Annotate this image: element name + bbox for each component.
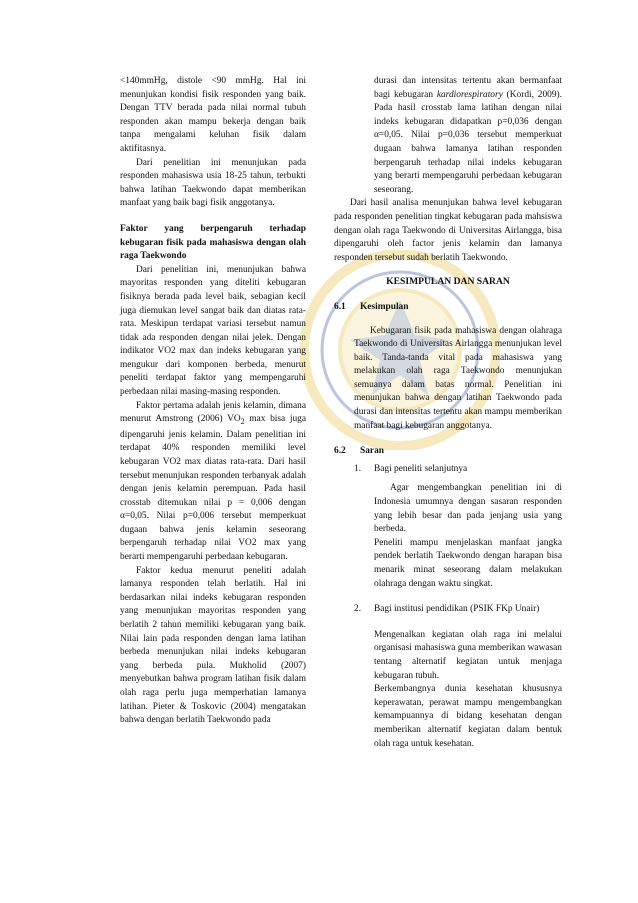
paragraph-suggestion-1a: Agar mengembangkan penelitian ini di Indonesia umumnya dengan sasaran responden yang lebih besar dan pada jenjang usia yang berbeda. (374, 483, 562, 535)
paragraph-second-factor: Faktor kedua menurut peneliti adalah lamanya responden telah berlatih. Hal ini berdasarkan nilai indeks kebugaran responden yang menunjukan mayoritas responden yang berlatih 2 tahun memiliki kebugaran yang baik. Nilai lain pada responden dengan lama latihan berbeda menunjukan nilai indeks kebugaran yang berbeda pula. Mukholid (2007) menyebutkan bahwa program latihan fisik dalam olah raga perlu juga memperhatian lamanya latihan. Pieter & Toskovic (2004) mengatakan bahwa dengan berlatih Taekwondo pada (120, 565, 306, 726)
item-number: 1. (354, 463, 362, 474)
paragraph-conclusion: Kebugaran fisik pada mahasiswa dengan olahraga Taekwondo di Universitas Airlangga menunjukan level baik. Tanda-tanda vital pada mahasiswa yang melakukan olah raga Taekwondo menunjukan semuanya dalam batas normal. Penelitian ini menunjukan bahwa dengan latihan Taekwondo pada durasi dan intensitas tertentu akan mampu memberikan manfaat bagi kebugaran anggotanya. (354, 325, 562, 431)
italic-term: kardiorespiratory (436, 89, 503, 100)
section-title: KESIMPULAN DAN SARAN (386, 276, 510, 288)
paragraph-research-result: Dari penelitian ini, menunjukan bahwa mayoritas responden yang diteliti kebugaran fisiknya berada pada level baik, sebagian kecil juga diemukan level sangat baik dan diatas rata-rata. Meskipun terdapat variasi tersebut namun tidak ada responden dengan nilai jelek. Dengan indikator VO2 max dan indeks kebugaran yang mengukur dari komponen berbeda, menurut peneliti terdapat faktor yang mempengaruhi perbedaan nilai masing-masing responden. (120, 264, 306, 398)
list-item (354, 603, 562, 617)
item-body (354, 482, 562, 591)
item-title: Bagi peneliti selanjutnya (374, 463, 468, 474)
list-item (354, 463, 562, 477)
section-title-saran: Saran (360, 446, 384, 457)
right-column (334, 75, 562, 751)
paragraph-first-factor (120, 400, 306, 565)
paragraph-duration-intensity (374, 75, 562, 197)
suggestions-list (334, 463, 562, 751)
section-heading-factors: Faktor yang berpengaruh terhadap kebugaran fisik pada mahasiswa dengan olah raga Taekwondo (120, 223, 306, 262)
item-body (354, 629, 562, 751)
paragraph-vital-signs: <140mmHg, distole <90 mmHg. Hal ini menunjukan kondisi fisik responden yang baik. Dengan TTV berada pada nilai normal tubuh responden akan mampu bekerja dengan baik tanpa mengalami keluhan fisik dalam aktifitasnya. (120, 76, 306, 154)
item-title: Bagi institusi pendidikan (PSIK FKp Unair) (374, 604, 540, 615)
paragraph-analysis-conclusion: Dari hasil analisa menunjukan bahwa level kebugaran pada responden penelitian tingkat kebugaran pada mahsiswa dengan olah raga Taekwondo di Universitas Airlangga, bisa dipengaruhi oleh factor jenis kelamin dan lamanya responden tersebut sudah berlatih Taekwondo. (334, 198, 562, 263)
section-heading-6-1 (334, 301, 562, 315)
left-column (120, 75, 306, 728)
paragraph-suggestion-2b: Berkembangnya dunia kesehatan khususnya keperawatan, perawat mampu mengembangkan kemampuannya di bidang kesehatan dengan memberikan alternatif kegiatan dalam bentuk olah raga untuk kesehatan. (374, 684, 562, 749)
first-factor-text-b: max bisa juga dipengaruhi jenis kelamin. Dalam penelitian ini terdapat 40% responden memiliki level kebugaran VO2 max diatas rata-rata. Dari hasil tersebut menunjukan responden terbanyak adalah dengan jenis kelamin perempuan. Pada hasil crosstab ditemukan nilai p = 0,006 dengan α=0,05. Nilai p=0,006 tersebut memperkuat dugaan bahwa jenis kelamin seseorang berpengaruh terhadap nilai VO2 max yang berarti mempengaruhi perbedaan kebugaran. (120, 414, 306, 563)
section-number: 6.1 (334, 301, 346, 312)
item-number: 2. (354, 604, 362, 615)
section-title-kesimpulan: Kesimpulan (360, 301, 409, 312)
section-number: 6.2 (334, 446, 346, 457)
paragraph-suggestion-2a: Mengenalkan kegiatan olah raga ini melalui organisasi mahasiswa guna memberikan wawasan tentang alternatif kegiatan untuk menjaga kebugaran tubuh. (374, 629, 562, 681)
paragraph-taekwondo-benefit: Dari penelitian ini menunjukan pada responden mahasiswa usia 18-25 tahun, terbukti bahwa latihan Taekwondo dapat memberikan manfaat yang baik bagi fisik anggotanya. (120, 157, 306, 209)
conclusion-body (334, 325, 562, 434)
paragraph-suggestion-1b: Peneliti mampu menjelaskan manfaat jangka pendek berlatih Taekwondo dengan harapan bisa menarik minat seseorang dalam melakukan olahraga dengan waktu singkat. (374, 537, 562, 589)
first-factor-text-a: Faktor pertama adalah jenis kelamin, dimana menurut Amstrong (2006) VO (120, 400, 306, 425)
duration-text-b: (Kordi, 2009). Pada hasil crosstab lama latihan dengan nilai indeks kebugaran didapatkan p=0,036 dengan α=0,05. Nilai p=0,036 tersebut memperkuat dugaan bahwa lamanya latihan responden berpengaruh terhadap nilai indeks kebugaran yang berarti mempengaruhi perbedaan kebugaran seseorang. (374, 89, 562, 195)
section-heading-6-2 (334, 445, 562, 459)
duration-text-a: durasi dan intensitas tertentu akan bermanfaat bagi kebugaran (374, 76, 562, 100)
continued-paragraph (334, 75, 562, 197)
subscript-2: 2 (240, 417, 245, 427)
